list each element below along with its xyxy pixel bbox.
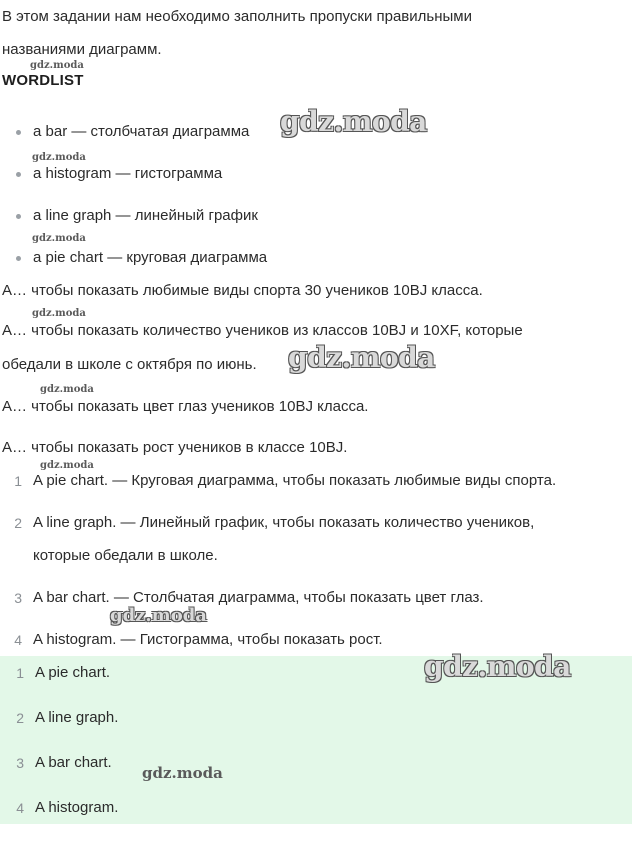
intro-line-1: В этом задании нам необходимо заполнить пропуски правильными <box>2 8 472 25</box>
wordlist-item-histogram: a histogram — гистограмма <box>33 165 223 182</box>
answer-number: 3 <box>16 755 24 771</box>
explanation-2-line-1: A line graph. — Линейный график, чтобы показать количество учеников, <box>33 514 535 531</box>
answer-3: A bar chart. <box>35 754 112 771</box>
prompt-2-line-2: обедали в школе с октября по июнь. <box>2 356 257 373</box>
watermark-large: gdz.moda <box>424 650 571 683</box>
explanation-number: 4 <box>14 632 22 648</box>
bullet-icon <box>16 130 21 135</box>
explanation-2-line-2: которые обедали в школе. <box>33 547 218 564</box>
answer-number: 2 <box>16 710 24 726</box>
wordlist-item-bar: a bar — столбчатая диаграмма <box>33 123 250 140</box>
answer-number: 4 <box>16 800 24 816</box>
explanation-number: 2 <box>14 515 22 531</box>
watermark-small: gdz.moda <box>40 460 94 471</box>
watermark-large: gdz.moda <box>280 105 427 138</box>
bullet-icon <box>16 214 21 219</box>
watermark-small: gdz.moda <box>32 233 86 244</box>
watermark-small: gdz.moda <box>40 384 94 395</box>
prompt-3: A… чтобы показать цвет глаз учеников 10BJ класса. <box>2 398 369 415</box>
wordlist-item-pie-chart: a pie chart — круговая диаграмма <box>33 249 268 266</box>
prompt-4: A… чтобы показать рост учеников в классе 10BJ. <box>2 439 348 456</box>
watermark-large: gdz.moda <box>288 341 435 374</box>
prompt-1: A… чтобы показать любимые виды спорта 30 учеников 10BJ класса. <box>2 282 483 299</box>
watermark-small: gdz.moda <box>30 60 84 71</box>
answer-2: A line graph. <box>35 709 119 726</box>
watermark-medium: gdz.moda <box>110 605 207 626</box>
explanation-4: A histogram. — Гистограмма, чтобы показать рост. <box>33 631 383 648</box>
wordlist-heading: WORDLIST <box>2 72 84 89</box>
watermark-small: gdz.moda <box>142 764 223 782</box>
wordlist-item-line-graph: a line graph — линейный график <box>33 207 258 224</box>
explanation-number: 1 <box>14 473 22 489</box>
explanation-1: A pie chart. — Круговая диаграмма, чтобы показать любимые виды спорта. <box>33 472 557 489</box>
watermark-small: gdz.moda <box>32 152 86 163</box>
answer-1: A pie chart. <box>35 664 111 681</box>
bullet-icon <box>16 172 21 177</box>
bullet-icon <box>16 256 21 261</box>
watermark-small: gdz.moda <box>32 308 86 319</box>
intro-line-2: названиями диаграмм. <box>2 41 162 58</box>
explanation-3: A bar chart. — Столбчатая диаграмма, чтобы показать цвет глаз. <box>33 589 484 606</box>
answer-number: 1 <box>16 665 24 681</box>
prompt-2-line-1: A… чтобы показать количество учеников из классов 10BJ и 10XF, которые <box>2 322 523 339</box>
answer-4: A histogram. <box>35 799 119 816</box>
explanation-number: 3 <box>14 590 22 606</box>
